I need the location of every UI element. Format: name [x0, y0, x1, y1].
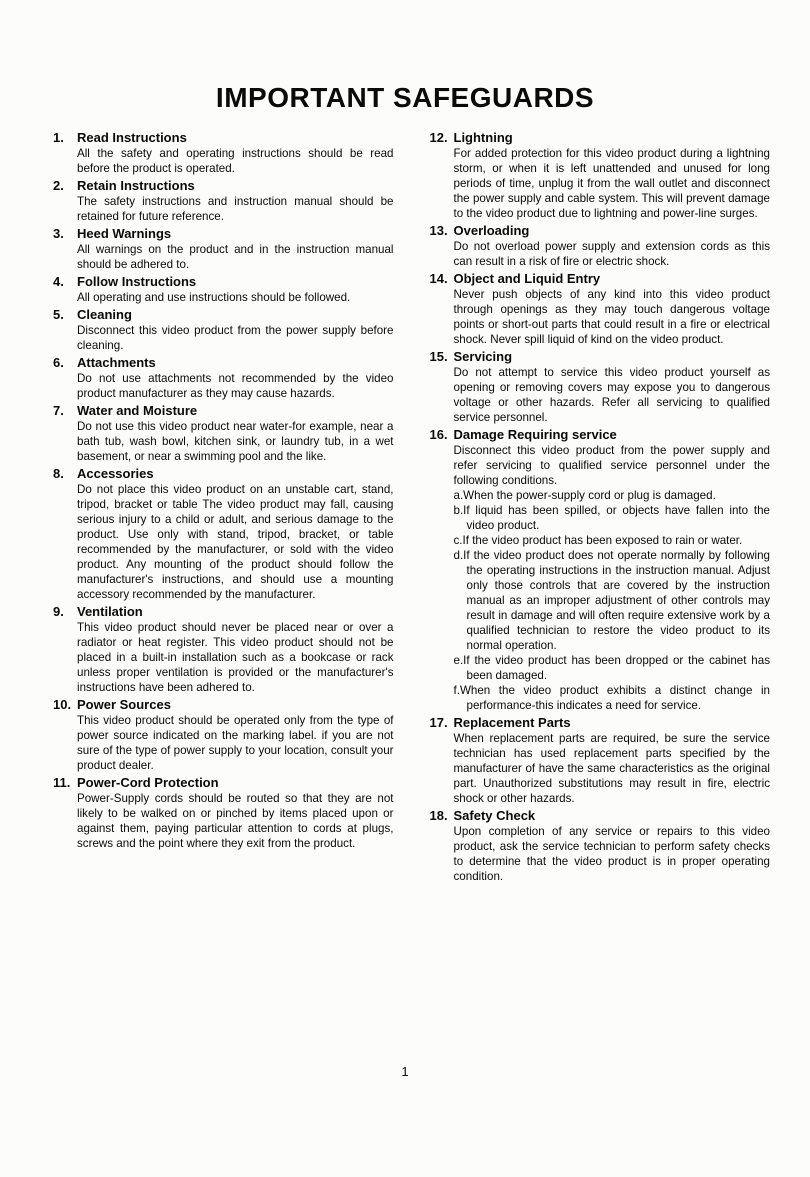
- item-body: Do not overload power supply and extension cords as this can result in a risk of fire or electric shock.: [453, 240, 770, 268]
- item-head: [430, 715, 771, 731]
- safeguard-item-3: [53, 226, 394, 272]
- item-body: Disconnect this video product from the power supply and refer servicing to qualified service personnel under the following conditions.: [453, 444, 770, 487]
- safeguard-item-7: [53, 403, 394, 464]
- item-number: 1.: [53, 130, 64, 145]
- condition-c: [454, 533, 771, 548]
- item-heading: Safety Check: [453, 808, 536, 823]
- item-head: [53, 403, 394, 419]
- item-head: [53, 178, 394, 194]
- safeguard-item-14: [430, 271, 771, 347]
- condition-label: e.: [453, 654, 464, 667]
- item-heading: Ventilation: [77, 604, 143, 619]
- item-number: 17.: [429, 715, 448, 730]
- safeguard-item-2: [53, 178, 394, 224]
- item-head: [53, 307, 394, 323]
- item-body: Do not use this video product near water-for example, near a bath tub, wash bowl, kitchen sink, or laundry tub, in a wet basement, or near a swimming pool and the like.: [77, 420, 394, 463]
- item-head: [53, 226, 394, 242]
- item-heading: Read Instructions: [77, 130, 187, 145]
- item-body: Do not use attachments not recommended by the video product manufacturer as they may cause hazards.: [77, 372, 394, 400]
- item-heading: Retain Instructions: [77, 178, 195, 193]
- item-heading: Power Sources: [77, 697, 171, 712]
- item-body: Do not attempt to service this video product yourself as opening or removing covers may expose you to dangerous voltage or other hazards. Refer all servicing to qualified service personnel.: [453, 366, 770, 424]
- safeguard-item-4: [53, 274, 394, 305]
- item-heading: Servicing: [453, 349, 513, 364]
- item-body: Power-Supply cords should be routed so that they are not likely to be walked on or pinched by items placed upon or against them, paying particular attention to cords at plugs, screws and the point where they exit from the product.: [77, 792, 394, 850]
- item-number: 15.: [429, 349, 448, 364]
- item-head: [53, 604, 394, 620]
- two-column-layout: [0, 114, 810, 886]
- condition-text: If the video product has been exposed to rain or water.: [462, 534, 743, 547]
- item-heading: Cleaning: [77, 307, 132, 322]
- safeguard-item-17: [430, 715, 771, 806]
- item-body: Do not place this video product on an unstable cart, stand, tripod, bracket or table The video product may fall, causing serious injury to a child or adult, and serious damage to the product. Use only with stand, tripod, bracket, or table recommended by the manufacturer, or sold with the video product. Any mounting of the product should follow the manufacturer's instructions, and should use a mounting accessory recommended by the manufacturer.: [77, 483, 394, 601]
- condition-label: a.: [453, 489, 464, 502]
- item-head: [53, 466, 394, 482]
- safeguard-item-15: [430, 349, 771, 425]
- item-body: For added protection for this video product during a lightning storm, or when it is left unattended and unused for long periods of time, unplug it from the wall outlet and disconnect the power supply and cable system. This will prevent damage to the video product due to lightning and power-line surges.: [453, 147, 770, 220]
- left-column: [53, 130, 394, 886]
- item-head: [430, 223, 771, 239]
- page-number: 1: [401, 1064, 409, 1079]
- item-heading: Power-Cord Protection: [77, 775, 219, 790]
- item-number: 14.: [429, 271, 448, 286]
- safeguard-item-12: [430, 130, 771, 221]
- safeguard-item-9: [53, 604, 394, 695]
- item-number: 11.: [53, 775, 71, 790]
- condition-text: If the video product has been dropped or the cabinet has been damaged.: [463, 654, 770, 682]
- item-number: 5.: [53, 307, 64, 322]
- item-body: The safety instructions and instruction manual should be retained for future reference.: [77, 195, 394, 223]
- item-head: [430, 427, 771, 443]
- safeguard-item-18: [430, 808, 771, 884]
- item-body: Never push objects of any kind into this video product through openings as they may touch dangerous voltage points or short-out parts that could result in a fire or electrical shock. Never spill liquid of kind on the video product.: [453, 288, 770, 346]
- condition-label: c.: [453, 534, 463, 547]
- item-body: Disconnect this video product from the power supply before cleaning.: [77, 324, 394, 352]
- item-head: [430, 271, 771, 287]
- item-heading: Heed Warnings: [77, 226, 172, 241]
- safeguard-item-6: [53, 355, 394, 401]
- item-body: Upon completion of any service or repairs to this video product, ask the service technician to perform safety checks to determine that the video product is in proper operating condition.: [453, 825, 770, 883]
- condition-label: d.: [453, 549, 464, 562]
- item-head: [53, 697, 394, 713]
- condition-d: [454, 548, 771, 653]
- item-number: 9.: [53, 604, 64, 619]
- item-heading: Damage Requiring service: [453, 427, 617, 442]
- item-heading: Follow Instructions: [77, 274, 197, 289]
- item-heading: Water and Moisture: [77, 403, 198, 418]
- item-head: [53, 355, 394, 371]
- condition-label: b.: [453, 504, 464, 517]
- condition-text: If liquid has been spilled, or objects have fallen into the video product.: [463, 504, 770, 532]
- safeguard-item-10: [53, 697, 394, 773]
- condition-text: When the power-supply cord or plug is damaged.: [463, 489, 716, 502]
- item-number: 2.: [53, 178, 64, 193]
- safeguard-item-16: [430, 427, 771, 713]
- item-heading: Object and Liquid Entry: [453, 271, 601, 286]
- item-number: 3.: [53, 226, 64, 241]
- item-head: [430, 808, 771, 824]
- item-heading: Accessories: [77, 466, 154, 481]
- condition-e: [454, 653, 771, 683]
- item-head: [53, 130, 394, 146]
- condition-f: [454, 683, 771, 713]
- item-number: 16.: [429, 427, 448, 442]
- condition-label: f.: [453, 684, 460, 697]
- item-number: 12.: [429, 130, 448, 145]
- item-body: All warnings on the product and in the instruction manual should be adhered to.: [77, 243, 394, 271]
- item-head: [430, 349, 771, 365]
- item-number: 4.: [53, 274, 64, 289]
- item-heading: Replacement Parts: [453, 715, 571, 730]
- item-heading: Lightning: [453, 130, 513, 145]
- item-head: [430, 130, 771, 146]
- condition-a: [454, 488, 771, 503]
- page-title: IMPORTANT SAFEGUARDS: [215, 82, 595, 113]
- item-body: This video product should never be placed near or over a radiator or heat register. This video product should not be placed in a built-in installation such as a bookcase or rack unless proper ventilation is provided or the manufacturer's instructions have been adhered to.: [77, 621, 394, 694]
- item-body: This video product should be operated only from the type of power source indicated on the marking label. if you are not sure of the type of power supply to your location, consult your product dealer.: [77, 714, 394, 772]
- item-number: 7.: [53, 403, 64, 418]
- safeguard-item-5: [53, 307, 394, 353]
- safeguard-item-1: [53, 130, 394, 176]
- condition-text: When the video product exhibits a distinct change in performance-this indicates a need for service.: [459, 684, 770, 712]
- condition-text: If the video product does not operate normally by following the operating instructions in the instruction manual. Adjust only those controls that are covered by the instruction manual as an improper adjustment of other controls may result in damage and will often require extensive work by a qualified technician to restore the video product to its normal operation.: [463, 549, 770, 652]
- item-heading: Attachments: [77, 355, 156, 370]
- condition-b: [454, 503, 771, 533]
- safeguard-item-11: [53, 775, 394, 851]
- item-number: 18.: [429, 808, 448, 823]
- safeguard-item-13: [430, 223, 771, 269]
- safeguard-item-8: [53, 466, 394, 602]
- item-body: All the safety and operating instructions should be read before the product is operated.: [77, 147, 394, 175]
- item-body: All operating and use instructions should be followed.: [77, 291, 351, 304]
- item-body: When replacement parts are required, be sure the service technician has used replacement parts specified by the manufacturer of have the same characteristics as the original part. Unauthorized substitutions may result in fire, electric shock or other hazards.: [453, 732, 770, 805]
- item-number: 6.: [53, 355, 64, 370]
- item-number: 8.: [53, 466, 64, 481]
- item-number: 10.: [53, 697, 72, 712]
- item-head: [53, 274, 394, 290]
- item-head: [53, 775, 394, 791]
- item-heading: Overloading: [453, 223, 530, 238]
- right-column: [430, 130, 771, 886]
- item-number: 13.: [429, 223, 448, 238]
